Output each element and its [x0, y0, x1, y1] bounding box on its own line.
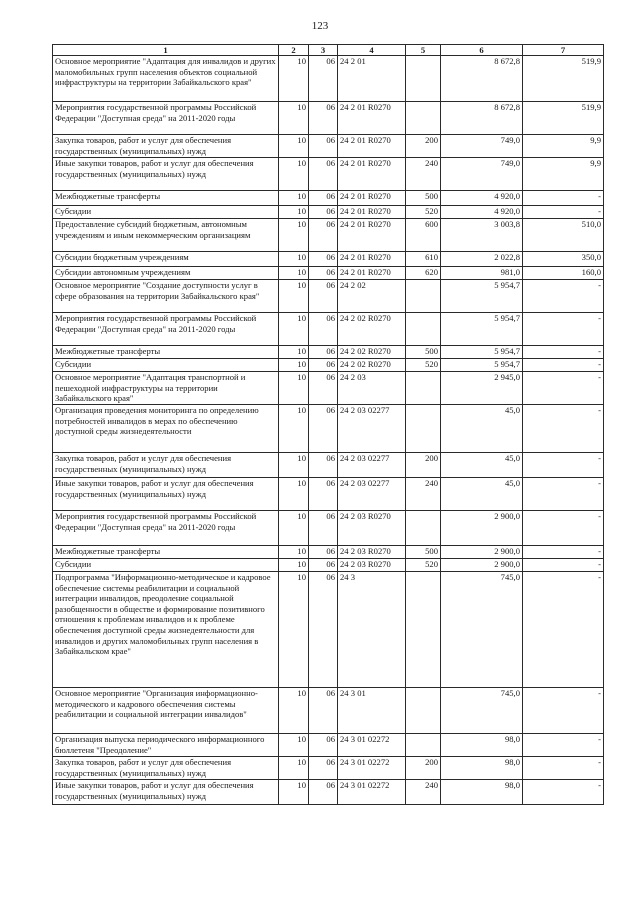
row-section-cell: 10 — [279, 372, 309, 405]
row-target-code-cell: 24 2 02 R0270 — [338, 359, 406, 372]
table-row — [53, 158, 604, 191]
column-header: 7 — [523, 45, 604, 56]
row-subsection-cell: 06 — [309, 346, 338, 359]
row-target-code-cell: 24 2 03 R0270 — [338, 511, 406, 546]
row-expense-type-cell: 240 — [406, 780, 441, 805]
row-section-cell: 10 — [279, 478, 309, 511]
row-federal-amount-cell: 9,9 — [523, 135, 604, 158]
row-federal-amount-cell: - — [523, 346, 604, 359]
row-expense-type-cell — [406, 280, 441, 313]
row-name-cell: Межбюджетные трансферты — [53, 191, 279, 206]
row-section-cell: 10 — [279, 546, 309, 559]
row-amount-cell: 45,0 — [441, 478, 523, 511]
row-amount-cell: 5 954,7 — [441, 346, 523, 359]
row-target-code-cell: 24 2 01 R0270 — [338, 219, 406, 252]
row-subsection-cell: 06 — [309, 56, 338, 102]
table-row — [53, 688, 604, 734]
row-name-cell: Иные закупки товаров, работ и услуг для обеспечения государственных (муниципальных) нужд — [53, 478, 279, 511]
row-section-cell: 10 — [279, 135, 309, 158]
table-row — [53, 372, 604, 405]
row-amount-cell: 2 900,0 — [441, 546, 523, 559]
row-name-cell: Мероприятия государственной программы Российской Федерации "Доступная среда" на 2011-2020 годы — [53, 511, 279, 546]
row-name-cell: Закупка товаров, работ и услуг для обеспечения государственных (муниципальных) нужд — [53, 757, 279, 780]
row-amount-cell: 4 920,0 — [441, 191, 523, 206]
row-amount-cell: 749,0 — [441, 158, 523, 191]
row-target-code-cell: 24 2 03 02277 — [338, 453, 406, 478]
row-target-code-cell: 24 3 01 — [338, 688, 406, 734]
row-target-code-cell: 24 3 — [338, 572, 406, 688]
row-federal-amount-cell: 350,0 — [523, 252, 604, 267]
table-row — [53, 734, 604, 757]
row-target-code-cell: 24 2 03 R0270 — [338, 559, 406, 572]
row-section-cell: 10 — [279, 206, 309, 219]
row-subsection-cell: 06 — [309, 280, 338, 313]
row-expense-type-cell: 520 — [406, 559, 441, 572]
table-row — [53, 280, 604, 313]
row-subsection-cell: 06 — [309, 453, 338, 478]
table-row — [53, 572, 604, 688]
table-row — [53, 252, 604, 267]
row-target-code-cell: 24 2 01 R0270 — [338, 267, 406, 280]
row-subsection-cell: 06 — [309, 572, 338, 688]
row-federal-amount-cell: - — [523, 206, 604, 219]
table-row — [53, 135, 604, 158]
row-name-cell: Основное мероприятие "Создание доступности услуг в сфере образования на территории Забайкальского края" — [53, 280, 279, 313]
row-subsection-cell: 06 — [309, 359, 338, 372]
row-expense-type-cell — [406, 313, 441, 346]
row-federal-amount-cell: - — [523, 511, 604, 546]
row-section-cell: 10 — [279, 453, 309, 478]
row-name-cell: Субсидии бюджетным учреждениям — [53, 252, 279, 267]
row-amount-cell: 5 954,7 — [441, 280, 523, 313]
row-name-cell: Мероприятия государственной программы Российской Федерации "Доступная среда" на 2011-2020 годы — [53, 313, 279, 346]
table-row — [53, 56, 604, 102]
row-target-code-cell: 24 2 01 R0270 — [338, 158, 406, 191]
row-section-cell: 10 — [279, 267, 309, 280]
row-federal-amount-cell: - — [523, 546, 604, 559]
row-expense-type-cell — [406, 688, 441, 734]
row-expense-type-cell: 500 — [406, 546, 441, 559]
row-expense-type-cell: 600 — [406, 219, 441, 252]
row-amount-cell: 98,0 — [441, 734, 523, 757]
table-row — [53, 453, 604, 478]
row-target-code-cell: 24 3 01 02272 — [338, 734, 406, 757]
row-subsection-cell: 06 — [309, 405, 338, 453]
row-subsection-cell: 06 — [309, 757, 338, 780]
row-section-cell: 10 — [279, 734, 309, 757]
row-expense-type-cell: 200 — [406, 135, 441, 158]
row-target-code-cell: 24 3 01 02272 — [338, 780, 406, 805]
row-federal-amount-cell: - — [523, 572, 604, 688]
row-target-code-cell: 24 2 02 R0270 — [338, 346, 406, 359]
row-amount-cell: 745,0 — [441, 572, 523, 688]
table-row — [53, 191, 604, 206]
table-row — [53, 267, 604, 280]
row-name-cell: Межбюджетные трансферты — [53, 346, 279, 359]
row-section-cell: 10 — [279, 158, 309, 191]
row-expense-type-cell: 520 — [406, 359, 441, 372]
table-row — [53, 219, 604, 252]
row-section-cell: 10 — [279, 219, 309, 252]
table-row — [53, 102, 604, 135]
page-number: 123 — [311, 20, 329, 32]
row-federal-amount-cell: - — [523, 780, 604, 805]
row-expense-type-cell — [406, 372, 441, 405]
row-expense-type-cell — [406, 734, 441, 757]
row-subsection-cell: 06 — [309, 219, 338, 252]
row-subsection-cell: 06 — [309, 267, 338, 280]
row-expense-type-cell: 200 — [406, 453, 441, 478]
row-federal-amount-cell: - — [523, 191, 604, 206]
row-expense-type-cell: 500 — [406, 191, 441, 206]
column-header: 1 — [53, 45, 279, 56]
row-target-code-cell: 24 2 03 02277 — [338, 405, 406, 453]
row-name-cell: Субсидии — [53, 359, 279, 372]
row-section-cell: 10 — [279, 102, 309, 135]
row-amount-cell: 745,0 — [441, 688, 523, 734]
row-subsection-cell: 06 — [309, 688, 338, 734]
row-target-code-cell: 24 2 03 R0270 — [338, 546, 406, 559]
row-federal-amount-cell: 9,9 — [523, 158, 604, 191]
row-target-code-cell: 24 2 01 R0270 — [338, 135, 406, 158]
row-target-code-cell: 24 2 02 — [338, 280, 406, 313]
row-federal-amount-cell: - — [523, 313, 604, 346]
table-row — [53, 780, 604, 805]
row-amount-cell: 98,0 — [441, 780, 523, 805]
table-row — [53, 206, 604, 219]
row-target-code-cell: 24 2 03 02277 — [338, 478, 406, 511]
row-name-cell: Организация выпуска периодического информационного бюллетеня "Преодоление" — [53, 734, 279, 757]
table-row — [53, 757, 604, 780]
header-row — [53, 45, 604, 56]
row-federal-amount-cell: - — [523, 478, 604, 511]
row-target-code-cell: 24 3 01 02272 — [338, 757, 406, 780]
row-name-cell: Межбюджетные трансферты — [53, 546, 279, 559]
row-amount-cell: 45,0 — [441, 405, 523, 453]
row-amount-cell: 2 945,0 — [441, 372, 523, 405]
row-subsection-cell: 06 — [309, 191, 338, 206]
column-header: 3 — [309, 45, 338, 56]
row-expense-type-cell: 200 — [406, 757, 441, 780]
row-federal-amount-cell: - — [523, 734, 604, 757]
table-body — [53, 56, 604, 805]
row-expense-type-cell: 520 — [406, 206, 441, 219]
row-amount-cell: 8 672,8 — [441, 56, 523, 102]
table-row — [53, 511, 604, 546]
row-name-cell: Субсидии — [53, 206, 279, 219]
row-federal-amount-cell: 519,9 — [523, 102, 604, 135]
row-expense-type-cell: 500 — [406, 346, 441, 359]
row-section-cell: 10 — [279, 405, 309, 453]
row-expense-type-cell: 620 — [406, 267, 441, 280]
row-amount-cell: 2 900,0 — [441, 559, 523, 572]
row-name-cell: Закупка товаров, работ и услуг для обеспечения государственных (муниципальных) нужд — [53, 135, 279, 158]
row-name-cell: Основное мероприятие "Организация информационно-методического и кадрового обеспечения системы реабилитации и социальной интеграции инвалидов" — [53, 688, 279, 734]
table-row — [53, 559, 604, 572]
row-subsection-cell: 06 — [309, 546, 338, 559]
row-subsection-cell: 06 — [309, 252, 338, 267]
row-target-code-cell: 24 2 01 R0270 — [338, 252, 406, 267]
column-header: 5 — [406, 45, 441, 56]
row-federal-amount-cell: - — [523, 757, 604, 780]
table-row — [53, 405, 604, 453]
row-name-cell: Иные закупки товаров, работ и услуг для обеспечения государственных (муниципальных) нужд — [53, 158, 279, 191]
row-amount-cell: 2 022,8 — [441, 252, 523, 267]
budget-table — [52, 44, 604, 805]
row-subsection-cell: 06 — [309, 158, 338, 191]
row-federal-amount-cell: - — [523, 359, 604, 372]
row-subsection-cell: 06 — [309, 135, 338, 158]
row-subsection-cell: 06 — [309, 734, 338, 757]
row-name-cell: Мероприятия государственной программы Российской Федерации "Доступная среда" на 2011-2020 годы — [53, 102, 279, 135]
row-subsection-cell: 06 — [309, 206, 338, 219]
row-section-cell: 10 — [279, 56, 309, 102]
row-subsection-cell: 06 — [309, 478, 338, 511]
row-federal-amount-cell: - — [523, 688, 604, 734]
row-name-cell: Закупка товаров, работ и услуг для обеспечения государственных (муниципальных) нужд — [53, 453, 279, 478]
row-section-cell: 10 — [279, 359, 309, 372]
column-header: 6 — [441, 45, 523, 56]
row-amount-cell: 45,0 — [441, 453, 523, 478]
row-section-cell: 10 — [279, 780, 309, 805]
row-subsection-cell: 06 — [309, 372, 338, 405]
row-expense-type-cell: 610 — [406, 252, 441, 267]
row-section-cell: 10 — [279, 191, 309, 206]
row-expense-type-cell — [406, 56, 441, 102]
row-subsection-cell: 06 — [309, 102, 338, 135]
row-federal-amount-cell: 519,9 — [523, 56, 604, 102]
row-section-cell: 10 — [279, 252, 309, 267]
row-subsection-cell: 06 — [309, 780, 338, 805]
row-section-cell: 10 — [279, 572, 309, 688]
row-section-cell: 10 — [279, 757, 309, 780]
row-section-cell: 10 — [279, 511, 309, 546]
row-expense-type-cell — [406, 511, 441, 546]
row-section-cell: 10 — [279, 313, 309, 346]
row-section-cell: 10 — [279, 346, 309, 359]
row-expense-type-cell — [406, 572, 441, 688]
row-federal-amount-cell: 160,0 — [523, 267, 604, 280]
row-federal-amount-cell: - — [523, 453, 604, 478]
row-federal-amount-cell: - — [523, 559, 604, 572]
row-target-code-cell: 24 2 03 — [338, 372, 406, 405]
table-row — [53, 478, 604, 511]
table-row — [53, 546, 604, 559]
row-amount-cell: 981,0 — [441, 267, 523, 280]
row-amount-cell: 749,0 — [441, 135, 523, 158]
row-section-cell: 10 — [279, 688, 309, 734]
row-amount-cell: 4 920,0 — [441, 206, 523, 219]
row-name-cell: Иные закупки товаров, работ и услуг для обеспечения государственных (муниципальных) нужд — [53, 780, 279, 805]
row-subsection-cell: 06 — [309, 313, 338, 346]
row-name-cell: Субсидии — [53, 559, 279, 572]
row-target-code-cell: 24 2 01 R0270 — [338, 206, 406, 219]
row-target-code-cell: 24 2 01 — [338, 56, 406, 102]
row-amount-cell: 2 900,0 — [441, 511, 523, 546]
row-expense-type-cell: 240 — [406, 478, 441, 511]
row-federal-amount-cell: - — [523, 405, 604, 453]
row-section-cell: 10 — [279, 559, 309, 572]
row-amount-cell: 3 003,8 — [441, 219, 523, 252]
row-target-code-cell: 24 2 01 R0270 — [338, 191, 406, 206]
row-subsection-cell: 06 — [309, 511, 338, 546]
row-name-cell: Основное мероприятие "Адаптация для инвалидов и других маломобильных групп населения объектов социальной инфраструктуры на территории Забайкальского края" — [53, 56, 279, 102]
row-amount-cell: 5 954,7 — [441, 313, 523, 346]
column-header: 4 — [338, 45, 406, 56]
row-section-cell: 10 — [279, 280, 309, 313]
row-expense-type-cell — [406, 405, 441, 453]
row-federal-amount-cell: 510,0 — [523, 219, 604, 252]
row-target-code-cell: 24 2 01 R0270 — [338, 102, 406, 135]
row-subsection-cell: 06 — [309, 559, 338, 572]
row-name-cell: Организация проведения мониторинга по определению потребностей инвалидов в мерах по обеспечению доступной среды жизнедеятельности — [53, 405, 279, 453]
column-header: 2 — [279, 45, 309, 56]
row-target-code-cell: 24 2 02 R0270 — [338, 313, 406, 346]
row-name-cell: Субсидии автономным учреждениям — [53, 267, 279, 280]
row-name-cell: Предоставление субсидий бюджетным, автономным учреждениям и иным некоммерческим организациям — [53, 219, 279, 252]
row-amount-cell: 5 954,7 — [441, 359, 523, 372]
row-expense-type-cell: 240 — [406, 158, 441, 191]
row-name-cell: Основное мероприятие "Адаптация транспортной и пешеходной инфраструктуры на территории Забайкальского края" — [53, 372, 279, 405]
table-row — [53, 313, 604, 346]
table-row — [53, 346, 604, 359]
table-row — [53, 359, 604, 372]
row-name-cell: Подпрограмма "Информационно-методическое и кадровое обеспечение системы реабилитации и социальной интеграции инвалидов, преодоление социальной разобщенности в обществе и формирование позитивного отношения к проблемам инвалидов и к проблеме обеспечения доступной среды жизнедеятельности для инвалидов и других маломобильных групп населения в Забайкальском крае" — [53, 572, 279, 688]
row-federal-amount-cell: - — [523, 280, 604, 313]
row-amount-cell: 8 672,8 — [441, 102, 523, 135]
row-expense-type-cell — [406, 102, 441, 135]
row-amount-cell: 98,0 — [441, 757, 523, 780]
row-federal-amount-cell: - — [523, 372, 604, 405]
